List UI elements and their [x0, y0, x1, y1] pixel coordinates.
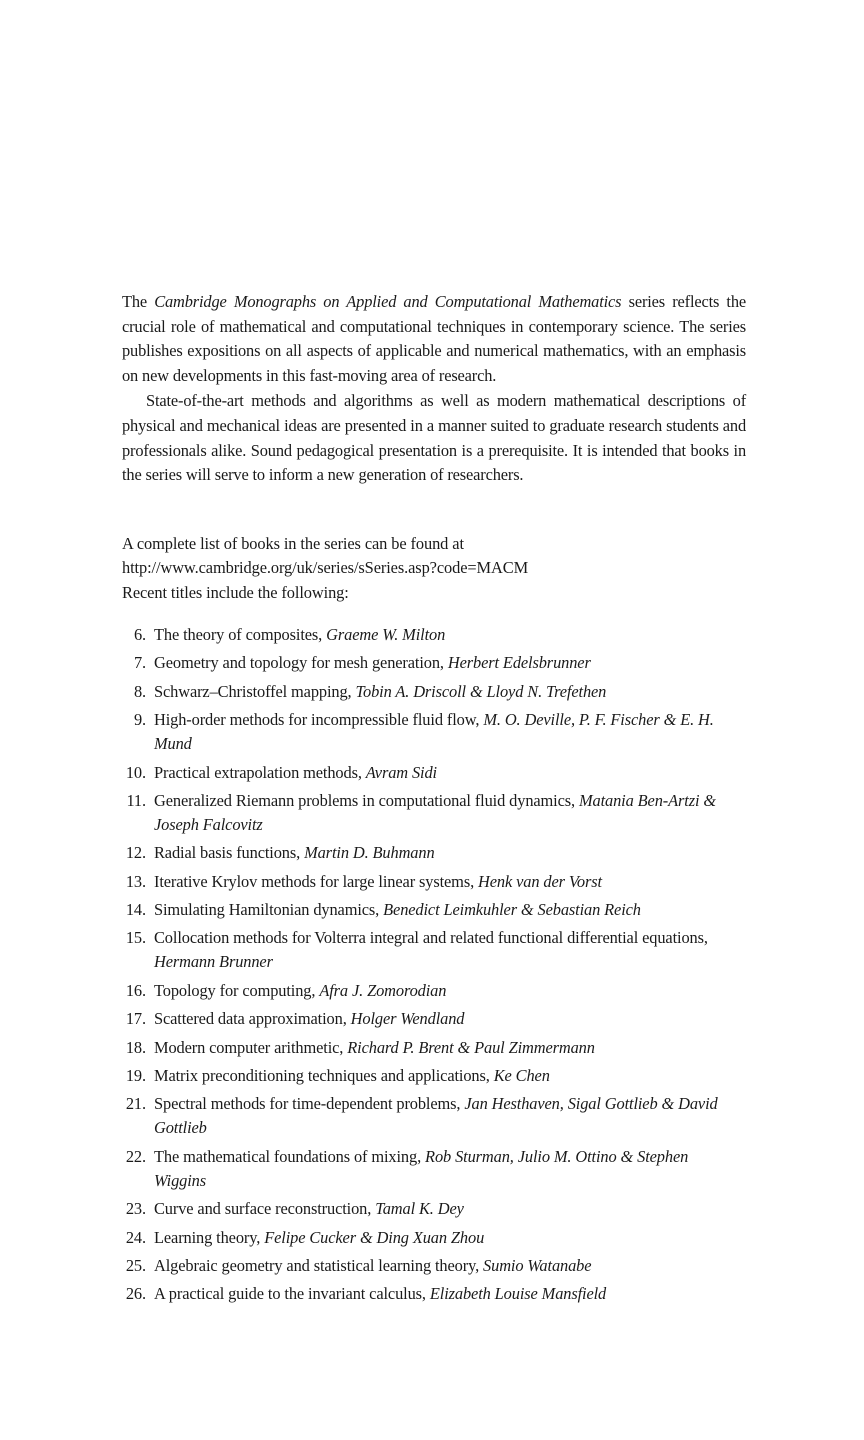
list-item: [122, 870, 746, 894]
book-title: Matrix preconditioning techniques and applications,: [154, 1066, 494, 1086]
book-title: Topology for computing,: [154, 980, 320, 1000]
item-number: 17.: [125, 1009, 146, 1029]
item-number: 19.: [125, 1066, 146, 1086]
intro-prefix: The: [122, 292, 155, 311]
book-title: Curve and surface reconstruction,: [154, 1199, 376, 1219]
book-author: Tamal K. Dey: [375, 1199, 464, 1219]
list-item: [122, 1064, 746, 1088]
series-description-paragraph: [122, 290, 746, 388]
book-author: Herbert Edelsbrunner: [447, 653, 591, 673]
item-number: 14.: [125, 900, 146, 920]
book-title: The mathematical foundations of mixing,: [154, 1146, 426, 1166]
book-title: Schwarz–Christoffel mapping,: [154, 681, 356, 701]
list-item: [122, 761, 746, 785]
book-author: Sumio Watanabe: [483, 1256, 592, 1275]
item-number: 12.: [125, 843, 146, 863]
book-author: Tobin A. Driscoll & Lloyd N. Trefethen: [355, 681, 607, 701]
item-number: 11.: [126, 790, 146, 810]
list-item: [122, 841, 746, 865]
list-item: [122, 708, 746, 756]
item-number: 23.: [125, 1199, 146, 1219]
item-number: 26.: [125, 1284, 146, 1304]
book-title: Geometry and topology for mesh generation,: [154, 653, 448, 673]
item-number: 7.: [133, 653, 146, 673]
book-author: Holger Wendland: [350, 1009, 465, 1029]
series-name: Cambridge Monographs on Applied and Computational Mathematics: [154, 292, 622, 311]
book-author: Graeme W. Milton: [326, 624, 446, 644]
list-item: [122, 789, 746, 837]
list-item: [122, 1254, 746, 1278]
book-author: Rob Sturman, Julio M. Ottino & Stephen Wiggins: [154, 1146, 689, 1190]
list-item: [122, 1092, 746, 1140]
item-number: 24.: [125, 1227, 146, 1247]
book-author: Henk van der Vorst: [478, 871, 602, 891]
list-item: [122, 1036, 746, 1060]
book-title: Learning theory,: [154, 1227, 265, 1247]
item-number: 25.: [125, 1256, 146, 1275]
book-author: Jan Hesthaven, Sigal Gottlieb & David Gottlieb: [154, 1094, 718, 1138]
book-title: Spectral methods for time-dependent problems,: [154, 1094, 465, 1114]
book-title: Practical extrapolation methods,: [154, 762, 366, 782]
list-item: [122, 1282, 746, 1306]
book-title: The theory of composites,: [154, 624, 327, 644]
book-title: A practical guide to the invariant calculus,: [154, 1284, 430, 1304]
item-number: 10.: [125, 762, 146, 782]
list-item: [122, 623, 746, 647]
intro-rest: series reflects the crucial role of mathematical and computational techniques in contemporary science. The series publishes expositions on all aspects of applicable and numerical mathematics, with an emphasis on new developments in this fast-moving area of research.: [122, 292, 746, 385]
item-number: 15.: [125, 928, 146, 948]
book-author: Felipe Cucker & Ding Xuan Zhou: [264, 1227, 485, 1247]
series-page: [122, 290, 746, 1311]
book-title: Generalized Riemann problems in computational fluid dynamics,: [154, 790, 579, 810]
book-author: Hermann Brunner: [154, 952, 273, 972]
list-item: [122, 898, 746, 922]
book-title: Simulating Hamiltonian dynamics,: [154, 900, 384, 920]
item-number: 9.: [133, 710, 146, 730]
item-number: 16.: [125, 980, 146, 1000]
book-title: Collocation methods for Volterra integral and related functional differential equations,: [154, 928, 708, 948]
book-author: M. O. Deville, P. F. Fischer & E. H. Mund: [154, 710, 714, 754]
list-item: [122, 1197, 746, 1221]
book-title: Iterative Krylov methods for large linear systems,: [154, 871, 479, 891]
book-author: Martin D. Buhmann: [304, 843, 435, 863]
list-item: [122, 680, 746, 704]
book-title: Radial basis functions,: [154, 843, 305, 863]
book-title: Algebraic geometry and statistical learning theory,: [154, 1256, 484, 1275]
list-item: [122, 651, 746, 675]
book-author: Richard P. Brent & Paul Zimmermann: [347, 1037, 595, 1057]
book-title: High-order methods for incompressible fluid flow,: [154, 710, 484, 730]
list-item: [122, 1007, 746, 1031]
list-item: [122, 1226, 746, 1250]
book-author: Avram Sidi: [365, 762, 437, 782]
series-info-block: [122, 532, 746, 605]
list-item: [122, 979, 746, 1003]
recent-titles-heading: Recent titles include the following:: [122, 582, 349, 602]
item-number: 8.: [133, 681, 146, 701]
complete-list-note: A complete list of books in the series can be found at: [122, 533, 464, 553]
item-number: 18.: [125, 1037, 146, 1057]
book-title: Scattered data approximation,: [154, 1009, 351, 1029]
item-number: 21.: [125, 1094, 146, 1114]
list-item: [122, 1145, 746, 1193]
book-author: Benedict Leimkuhler & Sebastian Reich: [383, 900, 641, 920]
series-scope-paragraph: State-of-the-art methods and algorithms as well as modern mathematical descriptions of physical and mechanical ideas are presented in a manner suited to graduate research students and professionals alike. Sound pedagogical presentation is a prerequisite. It is intended that books in the series will serve to inform a new generation of researchers.: [122, 391, 746, 485]
item-number: 22.: [125, 1146, 146, 1166]
book-author: Elizabeth Louise Mansfield: [429, 1284, 607, 1304]
book-author: Matania Ben-Artzi & Joseph Falcovitz: [154, 790, 717, 834]
series-url[interactable]: http://www.cambridge.org/uk/series/sSeries.asp?code=MACM: [122, 558, 529, 578]
book-author: Afra J. Zomorodian: [319, 980, 447, 1000]
recent-titles-list: [122, 623, 746, 1306]
item-number: 13.: [125, 871, 146, 891]
list-item: [122, 926, 746, 974]
book-title: Modern computer arithmetic,: [154, 1037, 348, 1057]
item-number: 6.: [133, 624, 146, 644]
book-author: Ke Chen: [493, 1066, 550, 1086]
